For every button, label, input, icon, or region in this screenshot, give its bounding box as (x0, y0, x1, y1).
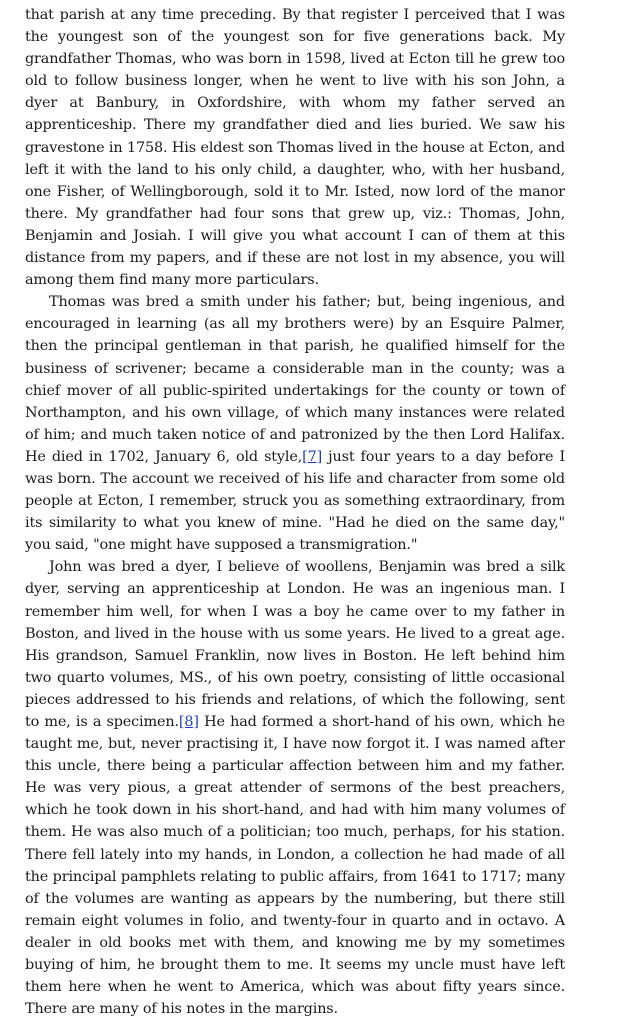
paragraph-3 (25, 556, 565, 1020)
paragraph-text: just four years to a day before I was born. The account we received of his life and character from some old people at Ecton, I remember, struck you as something extraordinary, from its similarity to what you knew of mine. "Had he died on the same day," you said, "one might have supposed a transmigration." (25, 448, 565, 554)
footnote-link-7[interactable]: [7] (302, 448, 323, 465)
document-body (25, 4, 565, 1020)
paragraph-text: Thomas was bred a smith under his father; but, being ingenious, and encouraged in learning (as all my brothers were) by an Esquire Palmer, then the principal gentleman in that parish, he qualified himself for the business of scrivener; became a considerable man in the county; was a chief mover of all public-spirited undertakings for the county or town of Northampton, and his own village, of which many instances were related of him; and much taken notice of and patronized by the then Lord Halifax. He died in 1702, January 6, old style, (25, 294, 565, 465)
footnote-link-8[interactable]: [8] (178, 714, 199, 730)
paragraph-1 (25, 4, 565, 291)
paragraph-text: He had formed a short-hand of his own, which he taught me, but, never practising it, I have now forgot it. I was named after this uncle, there being a particular affection between him and my father. He was very pious, a great attender of sermons of the best preachers, which he took down in his short-hand, and had with him many volumes of them. He was also much of a politician; too much, perhaps, for his station. There fell lately into my hands, in London, a collection he had made of all the principal pamphlets relating to public affairs, from 1641 to 1717; many of the volumes are wanting as appears by the numbering, but there still remain eight volumes in folio, and twenty-four in quarto and in octavo. A dealer in old books met with them, and knowing me by my sometimes buying of him, he brought them to me. It seems my uncle must have left them here when he went to America, which was about fifty years since. There are many of his notes in the margins. (25, 714, 565, 1018)
paragraph-text: John was bred a dyer, I believe of woollens, Benjamin was bred a silk dyer, serving an apprenticeship at London. He was an ingenious man. I remember him well, for when I was a boy he came over to my father in Boston, and lived in the house with us some years. He lived to a great age. His grandson, Samuel Franklin, now lives in Boston. He left behind him two quarto volumes, MS., of his own poetry, consisting of little occasional pieces addressed to his friends and relations, of which the following, sent to me, is a specimen. (25, 559, 565, 730)
paragraph-2 (25, 291, 565, 556)
paragraph-text: that parish at any time preceding. By that register I perceived that I was the youngest son of the youngest son for five generations back. My grandfather Thomas, who was born in 1598, lived at Ecton till he grew too old to follow business longer, when he went to live with his son John, a dyer at Banbury, in Oxfordshire, with whom my father served an apprenticeship. There my grandfather died and lies buried. We saw his gravestone in 1758. His eldest son Thomas lived in the house at Ecton, and left it with the land to his only child, a daughter, who, with her husband, one Fisher, of Wellingborough, sold it to Mr. Isted, now lord of the manor there. My grandfather had four sons that grew up, viz.: Thomas, John, Benjamin and Josiah. I will give you what account I can of them at this distance from my papers, and if these are not lost in my absence, you will among them find many more particulars. (25, 7, 565, 289)
